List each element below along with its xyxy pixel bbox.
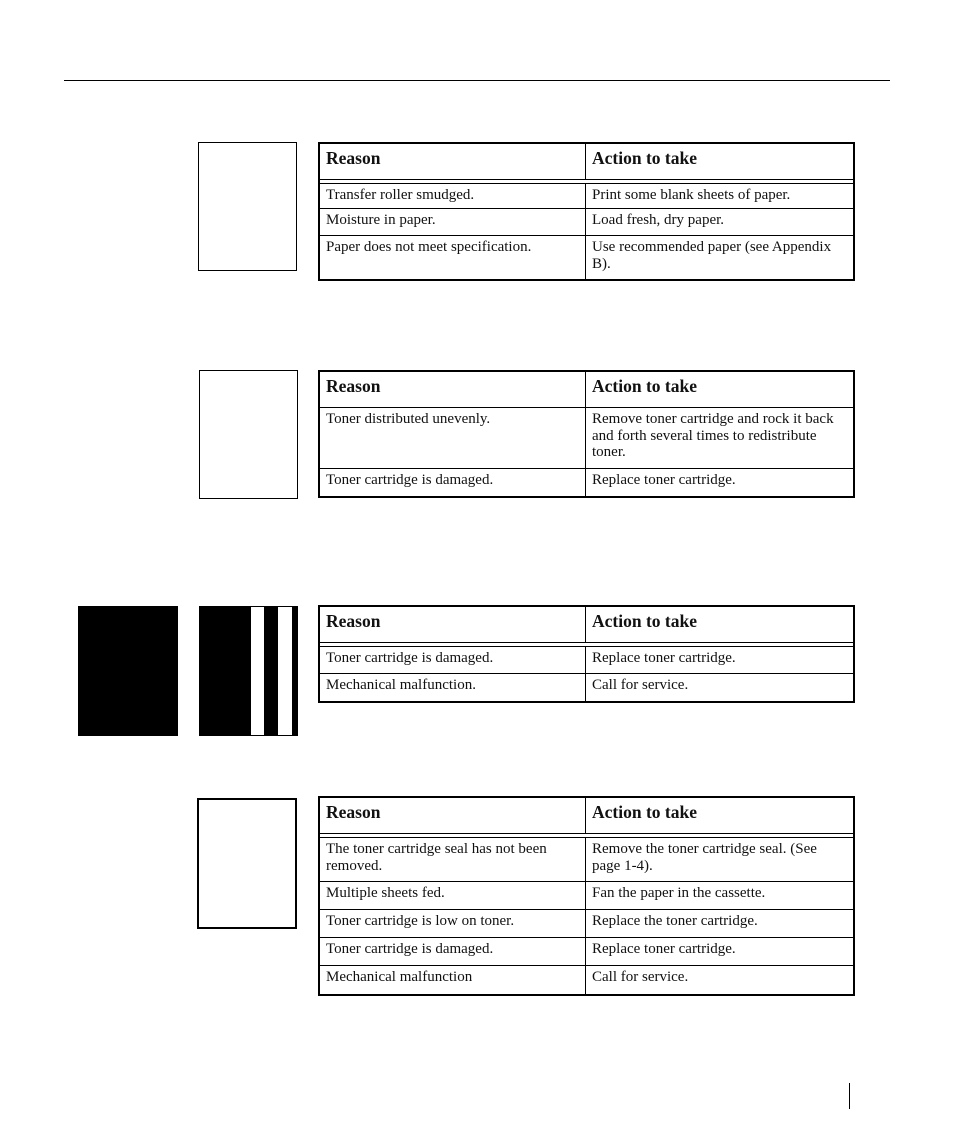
table-row [320, 236, 853, 279]
table-row [320, 938, 853, 966]
troubleshooting-table-2 [318, 370, 855, 498]
table-row [320, 838, 853, 882]
print-sample-all-black [78, 606, 178, 736]
reason-header: Reason [320, 607, 586, 642]
action-cell: Load fresh, dry paper. [592, 212, 725, 228]
reason-cell: Mechanical malfunction [320, 966, 586, 994]
action-header: Action to take [592, 611, 697, 631]
reason-cell: Toner distributed unevenly. [320, 408, 586, 468]
table-row [320, 910, 853, 938]
reason-header: Reason [320, 798, 586, 833]
footer-mark [849, 1083, 850, 1109]
reason-cell: The toner cartridge seal has not been removed. [320, 838, 586, 881]
table-header [320, 607, 853, 643]
table-row [320, 966, 853, 994]
table-row [320, 882, 853, 910]
print-sample-vertical-stripes [199, 606, 298, 736]
action-cell: Replace toner cartridge. [592, 472, 736, 488]
reason-header: Reason [320, 372, 586, 407]
action-header: Action to take [592, 376, 697, 396]
action-cell: Remove the toner cartridge seal. (See page 1-4). [592, 841, 817, 874]
action-header: Action to take [592, 802, 697, 822]
reason-cell: Moisture in paper. [320, 209, 586, 235]
reason-cell: Paper does not meet specification. [320, 236, 586, 279]
action-cell: Call for service. [592, 969, 689, 985]
reason-cell: Toner cartridge is damaged. [320, 938, 586, 965]
troubleshooting-table-1 [318, 142, 855, 281]
action-cell: Replace the toner cartridge. [592, 913, 758, 929]
action-cell: Fan the paper in the cassette. [592, 885, 766, 901]
table-header [320, 798, 853, 834]
header-rule [64, 80, 890, 81]
reason-cell: Transfer roller smudged. [320, 184, 586, 208]
print-sample-blank [197, 798, 297, 929]
reason-cell: Mechanical malfunction. [320, 674, 586, 701]
reason-header: Reason [320, 144, 586, 179]
action-cell: Call for service. [592, 677, 689, 693]
action-cell: Remove toner cartridge and rock it back and forth several times to redistribute toner. [592, 411, 834, 460]
table-row [320, 184, 853, 209]
table-header [320, 372, 853, 408]
reason-cell: Multiple sheets fed. [320, 882, 586, 909]
print-sample-blank [199, 370, 298, 499]
white-stripe [278, 607, 292, 735]
action-cell: Replace toner cartridge. [592, 650, 736, 666]
print-sample-blank [198, 142, 297, 271]
action-cell: Replace toner cartridge. [592, 941, 736, 957]
table-header [320, 144, 853, 180]
reason-cell: Toner cartridge is damaged. [320, 469, 586, 496]
white-stripe [251, 607, 264, 735]
action-header: Action to take [592, 148, 697, 168]
reason-cell: Toner cartridge is damaged. [320, 647, 586, 673]
table-row [320, 209, 853, 236]
reason-cell: Toner cartridge is low on toner. [320, 910, 586, 937]
table-row [320, 647, 853, 674]
action-cell: Print some blank sheets of paper. [592, 187, 791, 203]
troubleshooting-table-4 [318, 796, 855, 996]
table-row [320, 674, 853, 701]
action-cell: Use recommended paper (see Appendix B). [592, 239, 832, 272]
troubleshooting-table-3 [318, 605, 855, 703]
table-row [320, 408, 853, 469]
table-row [320, 469, 853, 496]
